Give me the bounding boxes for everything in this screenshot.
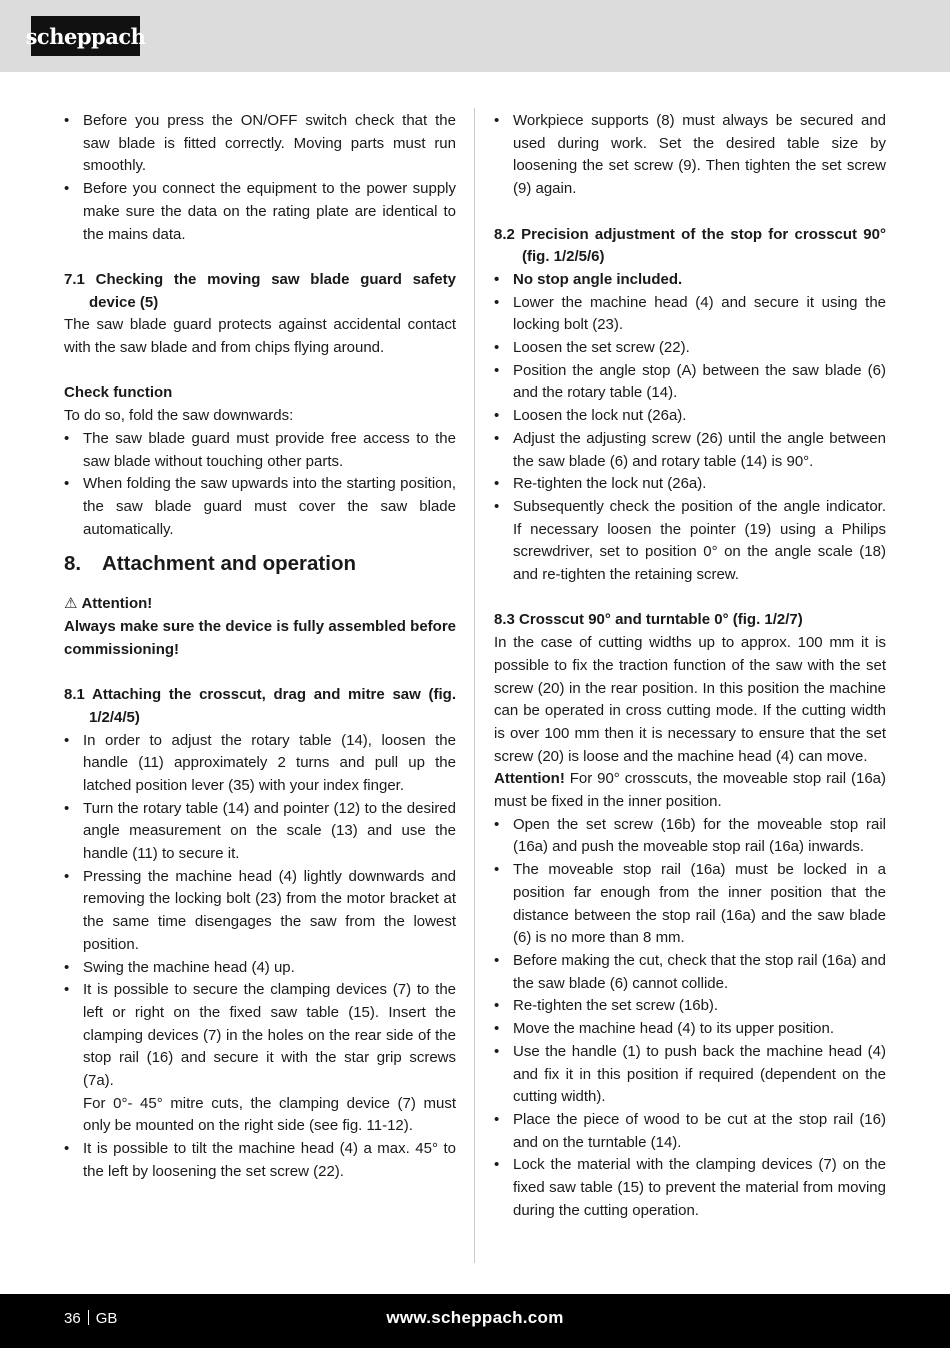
attention-text: Always make sure the device is fully assembled before commissioning!	[64, 618, 456, 658]
paragraph: To do so, fold the saw downwards:	[64, 407, 294, 425]
section-heading-7-1: 7.1 Checking the moving saw blade guard safety device (5)	[64, 270, 456, 311]
crosscut-list	[494, 814, 886, 1223]
list-item-note: For 0°- 45° mitre cuts, the clamping device (7) must only be mounted on the right side (see fig. 11-12).	[83, 1094, 456, 1135]
list-item: • When folding the saw upwards into the starting position, the saw blade guard must cover the saw blade automatically.	[64, 473, 456, 541]
intro-list	[64, 110, 456, 246]
list-item: • Before making the cut, check that the stop rail (16a) and the saw blade (6) cannot collide.	[494, 950, 886, 995]
list-item: • Lock the material with the clamping devices (7) on the fixed saw table (15) to prevent the material from moving during the cutting operation.	[494, 1154, 886, 1222]
list-item: • Pressing the machine head (4) lightly downwards and removing the locking bolt (23) from the motor bracket at the same time disengages the saw from the lowest position.	[64, 866, 456, 957]
list-item: • Swing the machine head (4) up.	[64, 957, 456, 980]
attention-paragraph: Attention! For 90° crosscuts, the moveable stop rail (16a) must be fixed in the inner position.	[494, 770, 886, 811]
section-heading-8-1: 8.1 Attaching the crosscut, drag and mitre saw (fig. 1/2/4/5)	[64, 686, 456, 726]
list-item: • It is possible to secure the clamping devices (7) to the left or right on the fixed saw table (15). Insert the clamping devices (7) in the holes on the rear side of the stop rail (16) and secure it with the star grip screws (7a). For 0°- 45° mitre cuts, the clamping device (7) must only be mounted on the right side (see fig. 11-12).	[64, 979, 456, 1138]
precision-list	[494, 269, 886, 587]
right-column	[494, 110, 886, 1222]
attach-list	[64, 730, 456, 1184]
intro-list	[494, 110, 886, 201]
list-item: • The saw blade guard must provide free access to the saw blade without touching other parts.	[64, 428, 456, 473]
website-link[interactable]: www.scheppach.com	[386, 1308, 564, 1327]
page-number: 36	[64, 1310, 81, 1327]
list-item: • Open the set screw (16b) for the moveable stop rail (16a) and push the moveable stop rail (16a) inwards.	[494, 814, 886, 859]
list-item: • Use the handle (1) to push back the machine head (4) and fix it in this position if required (dependent on the cutting width).	[494, 1041, 886, 1109]
list-item: • Re-tighten the set screw (16b).	[494, 995, 886, 1018]
paragraph: The saw blade guard protects against accidental contact with the saw blade and from chips flying around.	[64, 316, 456, 357]
column-divider	[474, 108, 475, 1263]
scheppach-logo: scheppach	[31, 16, 140, 56]
paragraph: In the case of cutting widths up to approx. 100 mm it is possible to fix the traction function of the saw with the set screw (20) in the rear position. In this position the machine can be operated in cross cutting mode. If the cutting width is over 100 mm then it is necessary to ensure that the set screw (20) is loose and the machine head (4) can move.	[494, 634, 886, 765]
section-heading-8: 8. Attachment and operation	[64, 552, 356, 576]
language-code: GB	[95, 1310, 118, 1327]
list-item: • Adjust the adjusting screw (26) until the angle between the saw blade (6) and rotary table (14) is 90°.	[494, 428, 886, 473]
list-item: • Re-tighten the lock nut (26a).	[494, 473, 886, 496]
list-item: • Place the piece of wood to be cut at the stop rail (16) and on the turntable (14).	[494, 1109, 886, 1154]
warning-icon: ⚠	[64, 595, 78, 613]
attention-heading: ⚠ Attention!	[64, 593, 456, 616]
list-item: • Loosen the set screw (22).	[494, 337, 886, 360]
list-item: • In order to adjust the rotary table (14), loosen the handle (11) approximately 2 turns and pull up the latched position lever (35) with your index finger.	[64, 730, 456, 798]
section-heading-8-2: 8.2 Precision adjustment of the stop for crosscut 90° (fig. 1/2/5/6)	[494, 225, 886, 266]
list-item: • Position the angle stop (A) between the saw blade (6) and the rotary table (14).	[494, 360, 886, 405]
list-item: • No stop angle included.	[494, 269, 886, 292]
check-list	[64, 428, 456, 542]
list-item: • Before you press the ON/OFF switch check that the saw blade is fitted correctly. Moving parts must run smoothly.	[64, 110, 456, 178]
list-item: • Subsequently check the position of the angle indicator. If necessary loosen the pointer (19) using a Philips screwdriver, set to position 0° on the angle scale (18) and re-tighten the retaining screw.	[494, 496, 886, 587]
list-item: • Move the machine head (4) to its upper position.	[494, 1018, 886, 1041]
section-heading-8-3: 8.3 Crosscut 90° and turntable 0° (fig. 1/2/7)	[494, 611, 803, 629]
list-item: • Before you connect the equipment to the power supply make sure the data on the rating plate are identical to the mains data.	[64, 178, 456, 246]
header-bar	[0, 0, 950, 72]
list-item: • The moveable stop rail (16a) must be locked in a position far enough from the inner position that the distance between the stop rail (16a) and the saw blade (6) is no more than 8 mm.	[494, 859, 886, 950]
left-column	[64, 110, 456, 1184]
list-item: • It is possible to tilt the machine head (4) a max. 45° to the left by loosening the set screw (22).	[64, 1138, 456, 1183]
subheading-check-function: Check function	[64, 384, 173, 402]
list-item: • Loosen the lock nut (26a).	[494, 405, 886, 428]
list-item: • Turn the rotary table (14) and pointer (12) to the desired angle measurement on the scale (13) and use the handle (11) to secure it.	[64, 798, 456, 866]
list-item: • Lower the machine head (4) and secure it using the locking bolt (23).	[494, 292, 886, 337]
list-item: • Workpiece supports (8) must always be secured and used during work. Set the desired table size by loosening the set screw (9). Then tighten the set screw (9) again.	[494, 110, 886, 201]
footer-bar	[0, 1294, 950, 1348]
